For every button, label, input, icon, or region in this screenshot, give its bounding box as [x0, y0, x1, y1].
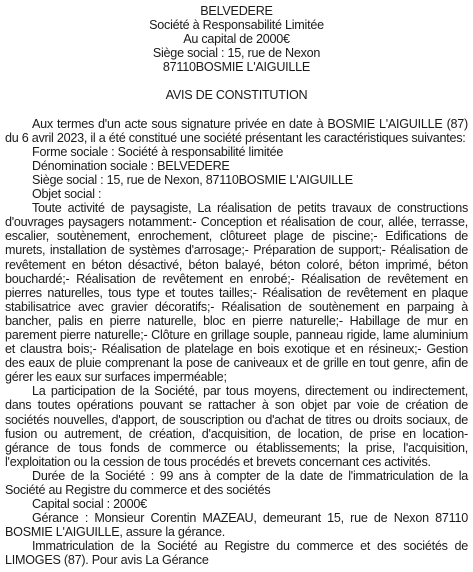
field-headquarters: Siège social : 15, rue de Nexon, 87110BOSMIE L'AIGUILLE: [32, 172, 353, 187]
duration-paragraph: Durée de la Société : 99 ans à compter de la date de l'immatriculation de la Société au Registre du commerce et des sociétés: [5, 468, 468, 497]
characteristics-list: [5, 145, 468, 201]
company-header: [5, 4, 468, 74]
company-capital: Au capital de 2000€: [183, 32, 290, 47]
notice-title: AVIS DE CONSTITUTION: [165, 88, 308, 103]
company-name: BELVEDERE: [200, 4, 273, 18]
intro-paragraph: Aux termes d'un acte sous signature privée en date à BOSMIE L'AIGUILLE (87) du 6 avril 2023, il a été constitué une société présentant les caractéristiques suivantes:: [5, 116, 468, 145]
field-denomination: Dénomination sociale : BELVEDERE: [32, 158, 230, 173]
purpose-paragraph: Toute activité de paysagiste, La réalisation de petits travaux de constructions d'ouvrages paysagers notamment:- Conception et réalisation de cour, allée, terrasse, escalier, soutènement, enrochement, clôtureet plage de piscine;- Edifications de murets, installation de systèmes d'arrosage;- Préparation de support;- Réalisation de revêtement en béton désactivé, béton balayé, béton coloré, béton imprimé, béton bouchardé;- Réalisation de revêtement en enrobé;- Réalisation de revêtement en pierres naturelles, tous type et toutes tailles;- Réalisation de revêtement en plaque stabilisatrice avec gravier décoratifs;- Réalisation de soutènement en parpaing à bancher, palis en pierre naturelle, bloc en pierre naturelle;- Habillage de mur en parement pierre naturelle;- Clôture en grillage souple, panneau rigide, lame aluminium et claustra bois;- Réalisation de platelage en bois exotique et en résineux;- Gestion des eaux de pluie comprenant la pose de caniveaux et de grille en tout genre, afin de gérer les eaux sur surfaces imperméable;: [5, 201, 468, 385]
company-legal-form: Société à Responsabilité Limitée: [149, 18, 324, 33]
company-city: 87110BOSMIE L'AIGUILLE: [162, 60, 311, 75]
participation-paragraph: La participation de la Société, par tous moyens, directement ou indirectement, dans toutes opérations pouvant se rattacher à son objet par voie de création de sociétés nouvelles, d'apport, de souscription ou d'achat de titres ou droits sociaux, de fusion ou autrement, de création, d'acquisition, de location, de prise en location-gérance de tous fonds de commerce ou établissements; la prise, l'acquisition, l'exploitation ou la cession de tous procédés et brevets concernant ces activités.: [5, 384, 468, 469]
management-paragraph: Gérance : Monsieur Corentin MAZEAU, demeurant 15, rue de Nexon 87110 BOSMIE L'AIGUILLE, assure la gérance.: [5, 511, 468, 540]
field-purpose-label: Objet social :: [32, 187, 102, 202]
company-headquarters: Siège social : 15, rue de Nexon: [152, 46, 321, 61]
capital-line: Capital social : 2000€: [32, 497, 147, 512]
field-legal-form: Forme sociale : Société à responsabilité limitée: [32, 144, 284, 159]
registration-paragraph: Immatriculation de la Société au Registre du commerce et des sociétés de LIMOGES (87). Pour avis La Gérance: [5, 539, 468, 568]
